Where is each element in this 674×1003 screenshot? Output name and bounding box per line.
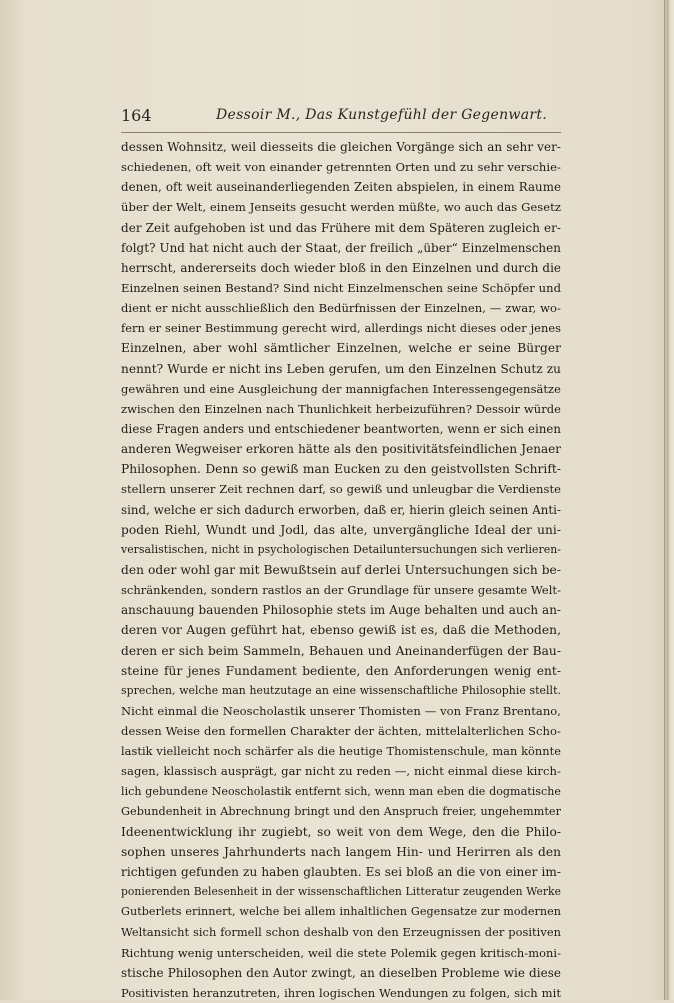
text-line: zwischen den Einzelnen nach Thunlichkeit herbeizuführen? Dessoir würde [121,401,561,416]
text-line: sagen, klassisch ausprägt, gar nicht zu reden —, nicht einmal diese kirch- [121,764,561,779]
text-line: herrscht, andererseits doch wieder bloß in den Einzelnen und durch die [121,260,561,275]
text-line: gewähren und eine Ausgleichung der mannigfachen Interessengegensätze [121,381,561,396]
page-edge-line [664,0,665,1000]
text-line: deren vor Augen geführt hat, ebenso gewiß ist es, daß die Methoden, [121,623,561,638]
body-text [121,137,561,1003]
text-line: sophen unseres Jahrhunderts nach langem Hin- und Herirren als den [121,844,561,859]
text-line: stellern unserer Zeit rechnen darf, so gewiß und unleugbar die Verdienste [121,482,561,497]
text-line: Richtung wenig unterscheiden, weil die stete Polemik gegen kritisch-moni- [121,945,561,960]
text-line: deren er sich beim Sammeln, Behauen und Aneinanderfügen der Bau- [121,643,561,658]
text-line: der Zeit aufgehoben ist und das Frühere mit dem Späteren zugleich er- [121,220,561,235]
text-line: richtigen gefunden zu haben glaubten. Es sei bloß an die von einer im- [121,865,561,880]
text-line: lastik vielleicht noch schärfer als die heutige Thomistenschule, man könnte [121,744,561,759]
text-line: schiedenen, oft weit von einander getrennten Orten und zu sehr verschie- [121,160,561,175]
text-line: sprechen, welche man heutzutage an eine wissenschaftliche Philosophie stellt. [121,683,561,697]
text-line: dessen Weise den formellen Charakter der ächten, mittelalterlichen Scho- [121,724,561,739]
text-line: Positivisten heranzutreten, ihren logischen Wendungen zu folgen, sich mit [121,985,561,1000]
text-line: Gebundenheit in Abrechnung bringt und den Anspruch freier, ungehemmter [121,804,561,818]
text-line: poden Riehl, Wundt und Jodl, das alte, unvergängliche Ideal der uni- [121,522,561,537]
page-number: 164 [121,106,152,125]
text-line: sind, welche er sich dadurch erworben, daß er, hierin gleich seinen Anti- [121,502,561,517]
page-edge [664,0,674,1000]
text-line: anschauung bauenden Philosophie stets im Auge behalten und auch an- [121,603,561,618]
text-line: dessen Wohnsitz, weil diesseits die gleichen Vorgänge sich an sehr ver- [121,140,561,154]
text-line: den oder wohl gar mit Bewußtsein auf derlei Untersuchungen sich be- [121,562,561,577]
text-line: nennt? Wurde er nicht ins Leben gerufen, um den Einzelnen Schutz zu [121,361,561,376]
header-rule [121,132,561,133]
text-line: Ideenentwicklung ihr zugiebt, so weit von dem Wege, den die Philo- [121,824,561,839]
text-line: Gutberlets erinnert, welche bei allem inhaltlichen Gegensatze zur modernen [121,905,561,919]
text-line: stische Philosophen den Autor zwingt, an dieselben Probleme wie diese [121,965,561,980]
text-line: Einzelnen seinen Bestand? Sind nicht Einzelmenschen seine Schöpfer und [121,280,561,295]
text-line: Philosophen. Denn so gewiß man Eucken zu den geistvollsten Schrift- [121,462,561,477]
text-line: denen, oft weit auseinanderliegenden Zeiten abspielen, in einem Raume [121,180,561,195]
text-line: Einzelnen, aber wohl sämtlicher Einzelnen, welche er seine Bürger [121,341,561,356]
text-line: fern er seiner Bestimmung gerecht wird, allerdings nicht dieses oder jenes [121,321,561,336]
text-line: folgt? Und hat nicht auch der Staat, der freilich „über“ Einzelmenschen [121,240,561,255]
text-line: dient er nicht ausschließlich den Bedürfnissen der Einzelnen, — zwar, wo- [121,301,561,316]
text-line: steine für jenes Fundament bediente, den Anforderungen wenig ent- [121,663,561,678]
page-header [121,106,561,128]
text-line: über der Welt, einem Jenseits gesucht werden müßte, wo auch das Gesetz [121,200,561,215]
text-line: diese Fragen anders und entschiedener beantworten, wenn er sich einen [121,421,561,436]
text-line: versalistischen, nicht in psychologischen Detailuntersuchungen sich verlieren- [121,542,561,556]
text-line: anderen Wegweiser erkoren hätte als den positivitätsfeindlichen Jenaer [121,442,561,457]
text-line: schränkenden, sondern rastlos an der Grundlage für unsere gesamte Welt- [121,583,561,598]
text-line: lich gebundene Neoscholastik entfernt sich, wenn man eben die dogmatische [121,784,561,798]
running-title: Dessoir M., Das Kunstgefühl der Gegenwart. [216,107,548,123]
text-line: Nicht einmal die Neoscholastik unserer Thomisten — von Franz Brentano, [121,703,561,718]
text-line: ponierenden Belesenheit in der wissenschaftlichen Litteratur zeugenden Werke [121,885,561,899]
text-line: Weltansicht sich formell schon deshalb von den Erzeugnissen der positiven [121,925,561,940]
